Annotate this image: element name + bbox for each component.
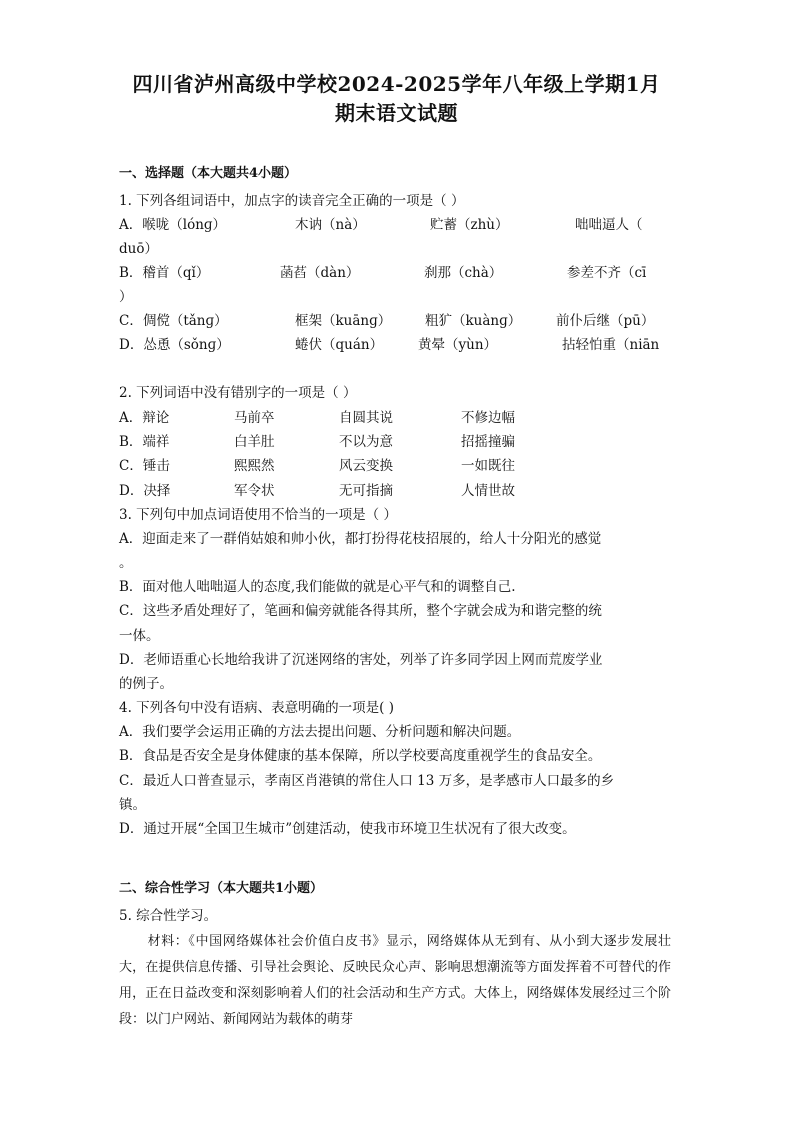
q1-option-a-1: A．喉咙（lónɡ） [119, 217, 227, 233]
q5-material-paragraph [119, 929, 671, 1033]
q1-option-a-wrap: duō） [119, 241, 158, 257]
q1-option-b-2: 菡萏（dàn） [280, 265, 360, 281]
q1-option-b-wrap: ） [119, 289, 133, 305]
q1-option-d-4: 拈轻怕重（niān [562, 337, 660, 353]
q4-option-c: C．最近人口普查显示，孝南区肖港镇的常住人口 13 万多，是孝感市人口最多的乡 [119, 773, 615, 789]
q2-option-d-3: 无可指摘 [339, 483, 393, 499]
q1-option-a-2: 木讷（nà） [295, 217, 366, 233]
q1-option-c-2: 框架（kuānɡ） [295, 313, 392, 329]
q2-option-a-3: 自圆其说 [339, 410, 393, 426]
q2-option-b-2: 白羊肚 [234, 434, 275, 450]
q4-option-b: B．食品是否安全是身体健康的基本保障，所以学校要高度重视学生的食品安全。 [119, 748, 602, 764]
doc-title-line1: 四川省泸州高级中学校2024-2025学年八年级上学期1月 [132, 72, 661, 96]
q2-option-c-3: 风云变换 [339, 458, 393, 474]
q4-option-a: A．我们要学会运用正确的方法去提出问题、分析问题和解决问题。 [119, 724, 521, 740]
q1-option-b-1: B．稽首（qǐ） [119, 265, 210, 281]
q2-option-a-2: 马前卒 [234, 410, 275, 426]
q3-option-a: A．迎面走来了一群俏姑娘和帅小伙，都打扮得花枝招展的，给人十分阳光的感觉 [119, 531, 602, 547]
q3-stem: 3. 下列句中加点词语使用不恰当的一项是（ ） [119, 507, 397, 523]
q1-option-d-2: 蜷伏（quán） [295, 337, 384, 353]
q2-option-d-2: 军令状 [234, 483, 275, 499]
q2-option-c-4: 一如既往 [461, 458, 515, 474]
q2-option-c-2: 熙熙然 [234, 458, 275, 474]
q1-option-d-3: 黄晕（yùn） [418, 337, 498, 353]
q2-option-b-1: B．端祥 [119, 434, 170, 450]
q2-option-b-4: 招摇撞骗 [461, 434, 515, 450]
q1-option-d-1: D．怂恿（sǒnɡ） [119, 337, 230, 353]
q2-option-a-4: 不修边幅 [461, 410, 515, 426]
q3-option-c: C．这些矛盾处理好了，笔画和偏旁就能各得其所，整个字就会成为和谐完整的统 [119, 603, 602, 619]
q2-stem: 2. 下列词语中没有错别字的一项是（ ） [119, 385, 357, 401]
q2-option-d-4: 人情世故 [461, 483, 515, 499]
q3-option-a-wrap: 。 [119, 555, 133, 571]
q1-option-c-1: C．倜傥（tǎnɡ） [119, 313, 228, 329]
section-heading-choice: 一、选择题（本大题共4小题） [119, 166, 298, 181]
q3-option-d: D．老师语重心长地给我讲了沉迷网络的害处，列举了许多同学因上网而荒废学业 [119, 652, 603, 668]
q4-stem: 4. 下列各句中没有语病、表意明确的一项是( ) [119, 700, 394, 716]
q1-option-c-4: 前仆后继（pū） [556, 313, 655, 329]
q2-option-d-1: D．决择 [119, 483, 171, 499]
q5-material-text: 材料：《中国网络媒体社会价值白皮书》显示，网络媒体从无到有、从小到大逐步发展壮大，在提供信息传播、引导社会舆论、反映民众心声、影响思想潮流等方面发挥着不可替代的作用，正在日益改变和深刻影响着人们的社会活动和生产方式。大体上，网络媒体发展经过三个阶段：以门户网站、新闻网站为载体的萌芽 [119, 934, 671, 1027]
q3-option-d-wrap: 的例子。 [119, 676, 173, 692]
q2-option-a-1: A．辩论 [119, 410, 170, 426]
q5-stem: 5. 综合性学习。 [119, 908, 218, 924]
q2-option-c-1: C．锤击 [119, 458, 170, 474]
q2-option-b-3: 不以为意 [339, 434, 393, 450]
q1-option-b-3: 刹那（chà） [424, 265, 503, 281]
q3-option-c-wrap: 一体。 [119, 628, 160, 644]
q4-option-c-wrap: 镇。 [119, 797, 146, 813]
doc-title-line2: 期末语文试题 [335, 101, 458, 125]
q1-option-c-3: 粗犷（kuànɡ） [425, 313, 522, 329]
q4-option-d: D．通过开展“全国卫生城市”创建活动，使我市环境卫生状况有了很大改变。 [119, 821, 576, 837]
q3-option-b: B．面对他人咄咄逼人的态度,我们能做的就是心平气和的调整自己. [119, 579, 516, 595]
q1-option-a-3: 贮蓄（zhù） [430, 217, 509, 233]
q1-option-a-4: 咄咄逼人（ [575, 217, 643, 233]
section-heading-comprehensive: 二、综合性学习（本大题共1小题） [119, 881, 324, 896]
q1-stem: 1. 下列各组词语中，加点字的读音完全正确的一项是（ ） [119, 193, 465, 209]
q1-option-b-4: 参差不齐（cī [567, 265, 647, 281]
